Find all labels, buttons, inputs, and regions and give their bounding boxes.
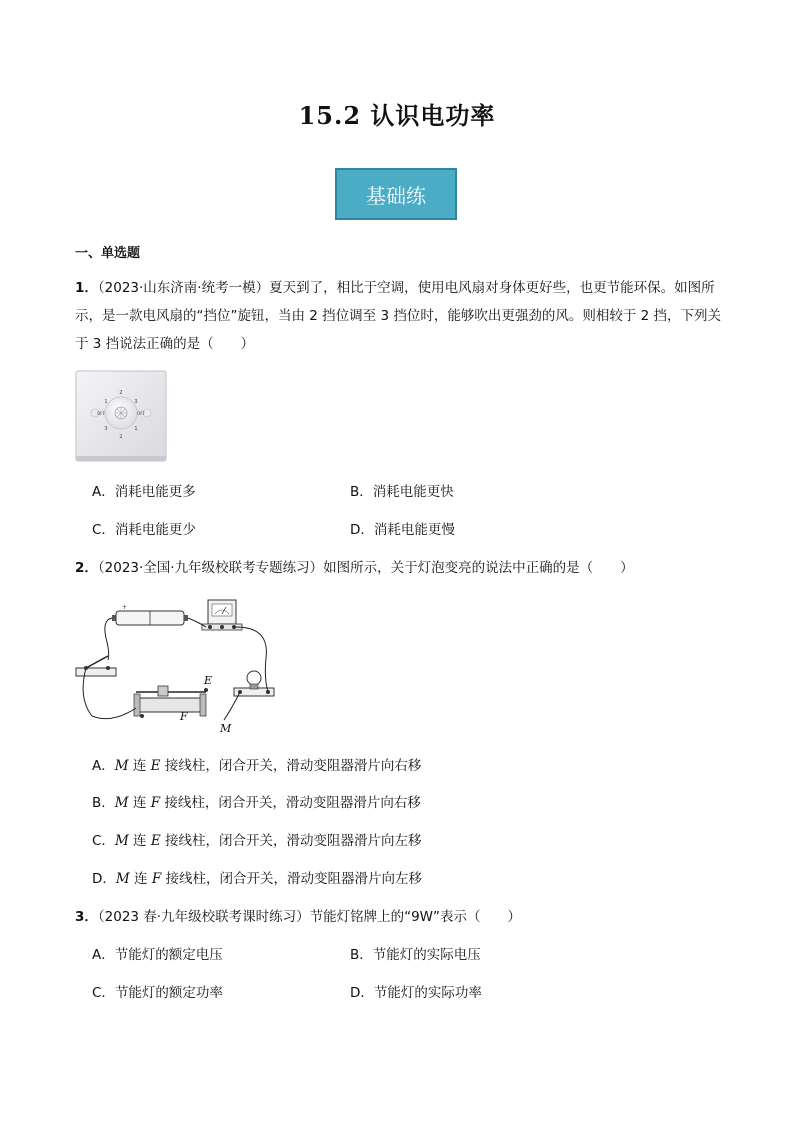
section-badge: 基础练 <box>335 168 457 220</box>
question-number: 1． <box>75 280 98 296</box>
option-2b[interactable] <box>92 793 421 813</box>
option-3d[interactable] <box>350 983 482 1003</box>
ammeter-icon <box>202 600 242 630</box>
option-letter: B． <box>350 484 373 500</box>
option-var: M <box>115 871 130 887</box>
question-number: 3． <box>75 909 98 925</box>
svg-text:+: + <box>122 604 128 611</box>
option-letter: A． <box>92 947 115 963</box>
option-letter: C． <box>92 522 115 538</box>
terminal-e-label: E <box>204 674 213 687</box>
question-text: （2023·全国·九年级校联考专题练习）如图所示，关于灯泡变亮的说法中正确的是（ ） <box>97 560 634 576</box>
option-1d[interactable] <box>350 520 455 540</box>
knob-label-top: 2 <box>119 390 123 396</box>
option-letter: C． <box>92 833 115 849</box>
option-text: 消耗电能更多 <box>114 484 196 500</box>
knob-label-off-right: OFF <box>137 411 145 416</box>
battery-icon <box>112 604 188 625</box>
option-text: 消耗电能更慢 <box>373 522 455 538</box>
option-letter: A． <box>92 758 115 774</box>
option-1a[interactable] <box>92 482 196 502</box>
option-term: F <box>151 871 162 887</box>
terminal-f-label: F <box>180 710 188 723</box>
option-letter: C． <box>92 985 115 1001</box>
option-3c[interactable] <box>92 983 223 1003</box>
option-text: 节能灯的额定功率 <box>114 985 223 1001</box>
option-3a[interactable] <box>92 945 223 965</box>
option-letter: B． <box>92 795 115 811</box>
option-letter: D． <box>350 985 374 1001</box>
option-text: 节能灯的实际功率 <box>373 985 482 1001</box>
option-text: 消耗电能更快 <box>372 484 454 500</box>
knob-label-right-lower: 1 <box>134 426 138 432</box>
fan-knob-image <box>75 370 167 462</box>
knob-label-left-lower: 3 <box>104 426 108 432</box>
option-var: M <box>114 833 129 849</box>
option-3b[interactable] <box>350 945 481 965</box>
question-text: （2023 春·九年级校联考课时练习）节能灯铭牌上的“9W”表示（ ） <box>97 909 522 925</box>
knob-label-left-upper: 1 <box>104 399 108 405</box>
question-number: 2． <box>75 560 98 576</box>
option-text: 接线柱，闭合开关，滑动变阻器滑片向右移 <box>160 795 421 811</box>
option-letter: D． <box>350 522 374 538</box>
knob-label-right-upper: 3 <box>134 399 138 405</box>
question-2 <box>75 554 725 582</box>
knob-label-off-left: OFF <box>97 411 105 416</box>
switch-icon <box>76 656 116 676</box>
option-1c[interactable] <box>92 520 196 540</box>
option-var: M <box>114 758 129 774</box>
option-letter: D． <box>92 871 116 887</box>
option-mid: 连 <box>128 833 151 849</box>
question-3 <box>75 903 725 931</box>
option-letter: A． <box>92 484 115 500</box>
option-text: 接线柱，闭合开关，滑动变阻器滑片向左移 <box>161 871 422 887</box>
option-text: 接线柱，闭合开关，滑动变阻器滑片向左移 <box>160 833 422 849</box>
option-text: 节能灯的实际电压 <box>372 947 481 963</box>
option-mid: 连 <box>129 871 152 887</box>
option-var: M <box>114 795 129 811</box>
option-text: 消耗电能更少 <box>114 522 196 538</box>
option-1b[interactable] <box>350 482 454 502</box>
option-text: 节能灯的额定电压 <box>114 947 223 963</box>
option-term: F <box>150 795 161 811</box>
question-1 <box>75 274 725 358</box>
option-2a[interactable] <box>92 756 421 776</box>
circuit-diagram <box>72 598 282 738</box>
section-heading: 一、单选题 <box>75 246 141 261</box>
page-title: 15.2 认识电功率 <box>298 101 496 130</box>
option-term: E <box>150 833 161 849</box>
question-text: （2023·山东济南·统考一模）夏天到了，相比于空调，使用电风扇对身体更好些，也更节能环保。如图所示，是一款电风扇的“挡位”旋钮，当由 2 挡位调至 3 挡位时，能够吹出更强劲的风。则相较于 2 挡，下列关于 3 挡说法正确的是（ ） <box>75 280 722 352</box>
circuit-figure <box>72 598 282 742</box>
option-2c[interactable] <box>92 831 422 851</box>
fan-knob-figure <box>75 370 167 466</box>
wire-m-label: M <box>220 722 232 735</box>
option-2d[interactable] <box>92 869 422 889</box>
rheostat-icon <box>134 686 208 718</box>
option-text: 接线柱，闭合开关，滑动变阻器滑片向右移 <box>160 758 422 774</box>
option-term: E <box>150 758 161 774</box>
option-mid: 连 <box>128 795 151 811</box>
option-letter: B． <box>350 947 373 963</box>
knob-label-bottom: 2 <box>119 434 123 440</box>
option-mid: 连 <box>128 758 151 774</box>
